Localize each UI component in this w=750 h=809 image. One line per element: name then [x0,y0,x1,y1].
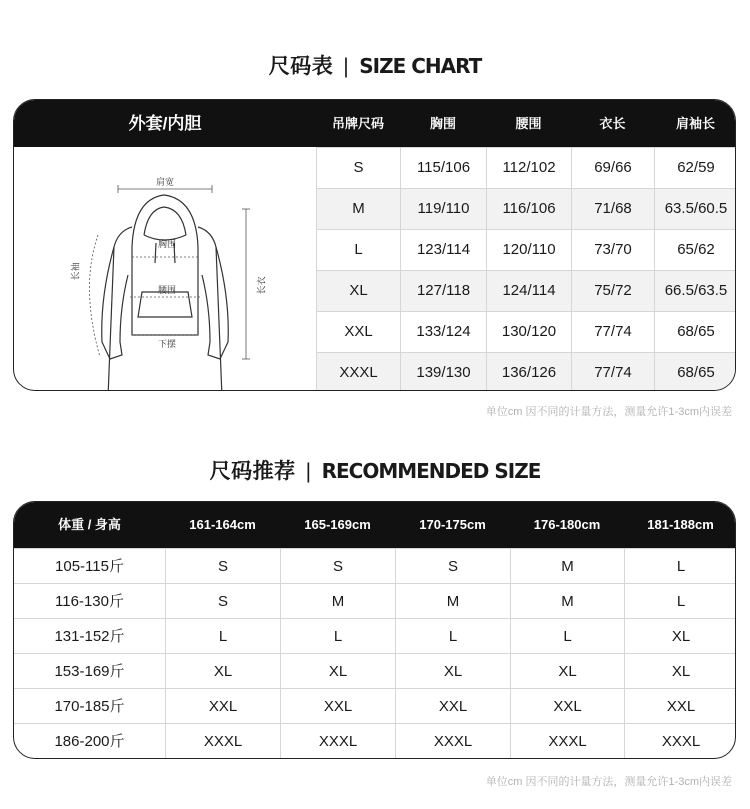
size-chart-col-header: 胸围 [429,116,456,131]
table-cell: 123/114 [400,230,486,270]
table-cell: 77/74 [571,353,654,391]
table-cell: S [395,549,510,584]
table-cell: L [395,619,510,654]
table-row [14,583,736,618]
table-cell: XXXL [165,724,280,759]
size-chart-col-header: 衣长 [599,116,626,131]
table-cell: XXXL [316,353,400,391]
title-separator: | [305,460,312,483]
table-cell: XL [624,654,736,689]
table-row [316,270,736,311]
table-cell: XL [280,654,395,689]
table-cell: 116/106 [486,189,571,229]
table-cell: L [316,230,400,270]
size-chart-header [14,100,736,147]
table-cell: XXL [624,689,736,724]
table-cell: S [280,549,395,584]
table-cell: M [316,189,400,229]
size-chart-title-en: SIZE CHART [359,54,482,78]
table-cell: 112/102 [486,148,571,188]
table-cell: 131-152斤 [54,628,125,645]
table-row [14,688,736,723]
table-cell: 186-200斤 [54,733,125,750]
table-cell: M [510,584,624,619]
table-cell: 124/114 [486,271,571,311]
table-row [14,723,736,758]
table-cell: 130/120 [486,312,571,352]
table-cell: XL [165,654,280,689]
table-cell: 63.5/60.5 [654,189,736,229]
table-row [316,147,736,188]
table-cell: 105-115斤 [55,558,124,575]
table-cell: XXL [165,689,280,724]
recommended-col-header: 176-180cm [533,517,601,532]
table-cell: XXL [510,689,624,724]
table-cell: XL [316,271,400,311]
hem-label: 下摆 [158,339,177,349]
table-cell: 62/59 [654,148,736,188]
table-cell: S [165,549,280,584]
table-cell: L [624,549,736,584]
table-row [316,352,736,391]
table-row [14,618,736,653]
table-cell: XXXL [510,724,624,759]
table-cell: XXXL [395,724,510,759]
table-row [316,188,736,229]
table-cell: L [510,619,624,654]
sleeve-label: 长袖 [70,262,81,281]
size-chart-grid [316,147,736,391]
size-chart-body [14,147,736,391]
table-cell: 69/66 [571,148,654,188]
table-cell: 153-169斤 [54,663,125,680]
table-cell: 77/74 [571,312,654,352]
table-row [316,311,736,352]
table-cell: 120/110 [486,230,571,270]
table-row [14,548,736,583]
table-cell: 116-130斤 [55,593,124,610]
waist-label: 腰围 [158,285,177,295]
table-cell: XXL [395,689,510,724]
size-chart-col-header: 肩袖长 [675,116,715,131]
size-chart-title [0,50,750,80]
size-chart-title-cn: 尺码表 [268,55,334,78]
table-cell: 68/65 [654,312,736,352]
hoodie-diagram [14,147,316,391]
table-cell: 71/68 [571,189,654,229]
recommended-col-header: 170-175cm [419,517,486,532]
shoulder-label: 肩宽 [156,177,175,187]
table-cell: 170-185斤 [54,698,125,715]
table-cell: 65/62 [654,230,736,270]
table-cell: L [624,584,736,619]
recommended-col-header: 161-164cm [189,517,256,532]
length-label: 长衣 [256,276,267,295]
size-chart-col-header: 吊牌尺码 [331,116,384,131]
table-cell: L [165,619,280,654]
table-cell: 73/70 [571,230,654,270]
table-cell: XL [395,654,510,689]
table-cell: 75/72 [571,271,654,311]
title-separator: | [343,55,350,78]
table-cell: 127/118 [400,271,486,311]
recommended-size-title [0,455,750,485]
recommended-col-header: 体重 / 身高 [58,517,121,532]
table-cell: XXL [280,689,395,724]
size-chart-first-header: 外套/内胆 [128,114,202,133]
table-cell: 119/110 [400,189,486,229]
table-cell: M [280,584,395,619]
table-cell: XXXL [280,724,395,759]
table-cell: 139/130 [400,353,486,391]
recommended-size-table [13,501,736,759]
recommended-header [14,502,736,548]
table-cell: XXXL [624,724,736,759]
table-cell: S [165,584,280,619]
recommended-title-en: RECOMMENDED SIZE [321,459,541,483]
size-chart-col-header: 腰围 [515,116,542,131]
table-cell: 115/106 [400,148,486,188]
table-cell: 136/126 [486,353,571,391]
table-cell: XXL [316,312,400,352]
table-cell: M [510,549,624,584]
table-row [14,653,736,688]
table-cell: 66.5/63.5 [654,271,736,311]
table-cell: XL [624,619,736,654]
chest-label: 胸围 [158,239,177,249]
recommended-title-cn: 尺码推荐 [209,460,296,483]
recommended-note: 单位cm 因不同的计量方法，测量允许1-3cm内误差 [485,776,732,788]
table-cell: S [316,148,400,188]
table-row [316,229,736,270]
recommended-col-header: 165-169cm [304,517,371,532]
table-cell: L [280,619,395,654]
table-cell: 133/124 [400,312,486,352]
recommended-col-header: 181-188cm [647,517,714,532]
size-chart-table [13,99,736,391]
table-cell: 68/65 [654,353,736,391]
table-cell: M [395,584,510,619]
size-chart-note: 单位cm 因不同的计量方法，测量允许1-3cm内误差 [485,406,732,418]
table-cell: XL [510,654,624,689]
